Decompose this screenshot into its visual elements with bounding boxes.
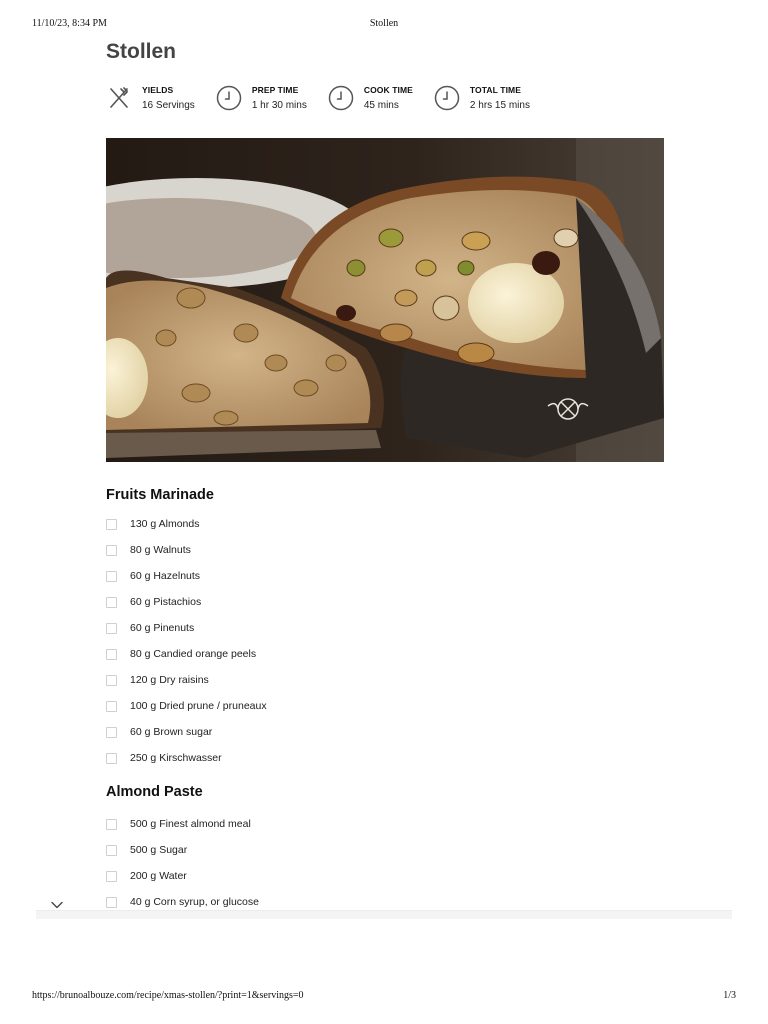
clock-icon xyxy=(216,85,242,111)
ingredient-item xyxy=(106,667,267,693)
ingredient-text: 120 g Dry raisins xyxy=(130,674,209,686)
ingredient-text: 100 g Dried prune / pruneaux xyxy=(130,700,267,712)
ingredient-checkbox[interactable] xyxy=(106,597,117,608)
ingredient-item xyxy=(106,719,267,745)
ingredient-item xyxy=(106,615,267,641)
ingredient-item xyxy=(106,537,267,563)
print-url[interactable]: https://brunoalbouze.com/recipe/xmas-stollen/?print=1&servings=0 xyxy=(32,990,304,1001)
ingredient-text: 80 g Walnuts xyxy=(130,544,191,556)
meta-total-time xyxy=(434,82,530,114)
meta-prep-time xyxy=(216,82,307,114)
ingredient-checkbox[interactable] xyxy=(106,897,117,908)
ingredient-item xyxy=(106,589,267,615)
page-number: 1/3 xyxy=(723,990,736,1001)
recipe-meta xyxy=(106,82,551,114)
ingredient-checkbox[interactable] xyxy=(106,519,117,530)
ingredient-checkbox[interactable] xyxy=(106,871,117,882)
print-header xyxy=(32,18,736,32)
ingredient-text: 40 g Corn syrup, or glucose xyxy=(130,896,259,908)
ingredient-checkbox[interactable] xyxy=(106,727,117,738)
ingredient-text: 60 g Pinenuts xyxy=(130,622,195,634)
bottom-bar xyxy=(36,910,732,919)
ingredient-checkbox[interactable] xyxy=(106,753,117,764)
ingredient-checkbox[interactable] xyxy=(106,675,117,686)
ingredient-text: 500 g Finest almond meal xyxy=(130,818,251,830)
chevron-down-icon[interactable] xyxy=(50,898,64,912)
clock-icon xyxy=(434,85,460,111)
meta-label: TOTAL TIME xyxy=(469,85,521,95)
ingredient-checkbox[interactable] xyxy=(106,571,117,582)
ingredient-text: 60 g Brown sugar xyxy=(130,726,213,738)
recipe-hero-image xyxy=(106,138,664,462)
meta-yields xyxy=(106,82,195,114)
ingredient-text: 200 g Water xyxy=(130,870,187,882)
ingredient-item xyxy=(106,863,259,889)
meta-value: 45 mins xyxy=(363,100,399,111)
ingredient-item xyxy=(106,745,267,771)
ingredient-text: 250 g Kirschwasser xyxy=(130,752,222,764)
print-date: 11/10/23, 8:34 PM xyxy=(32,18,107,29)
clock-icon xyxy=(328,85,354,111)
ingredient-item xyxy=(106,563,267,589)
meta-value: 1 hr 30 mins xyxy=(251,100,307,111)
ingredient-text: 60 g Hazelnuts xyxy=(130,570,201,582)
meta-value: 16 Servings xyxy=(142,100,195,111)
meta-label: YIELDS xyxy=(142,85,174,95)
print-page-title: Stollen xyxy=(369,18,399,29)
ingredient-text: 130 g Almonds xyxy=(130,518,200,530)
section-title-fruits-marinade: Fruits Marinade xyxy=(106,487,214,503)
ingredient-item xyxy=(106,641,267,667)
section-title-almond-paste: Almond Paste xyxy=(106,784,203,800)
ingredient-checkbox[interactable] xyxy=(106,845,117,856)
ingredient-list-almond-paste xyxy=(106,811,259,915)
recipe-title: Stollen xyxy=(106,40,177,63)
ingredient-text: 60 g Pistachios xyxy=(130,596,202,608)
ingredient-checkbox[interactable] xyxy=(106,819,117,830)
meta-label: PREP TIME xyxy=(251,85,299,95)
ingredient-item xyxy=(106,837,259,863)
ingredient-text: 500 g Sugar xyxy=(130,844,188,856)
meta-label: COOK TIME xyxy=(363,85,413,95)
ingredient-item xyxy=(106,511,267,537)
print-footer xyxy=(32,990,736,1004)
ingredient-text: 80 g Candied orange peels xyxy=(130,648,257,660)
meta-value: 2 hrs 15 mins xyxy=(469,100,530,111)
ingredient-item xyxy=(106,811,259,837)
ingredient-checkbox[interactable] xyxy=(106,701,117,712)
ingredient-checkbox[interactable] xyxy=(106,649,117,660)
ingredient-checkbox[interactable] xyxy=(106,545,117,556)
ingredient-list-fruits-marinade xyxy=(106,511,267,771)
fork-knife-icon xyxy=(106,85,132,111)
ingredient-checkbox[interactable] xyxy=(106,623,117,634)
meta-cook-time xyxy=(328,82,413,114)
ingredient-item xyxy=(106,693,267,719)
